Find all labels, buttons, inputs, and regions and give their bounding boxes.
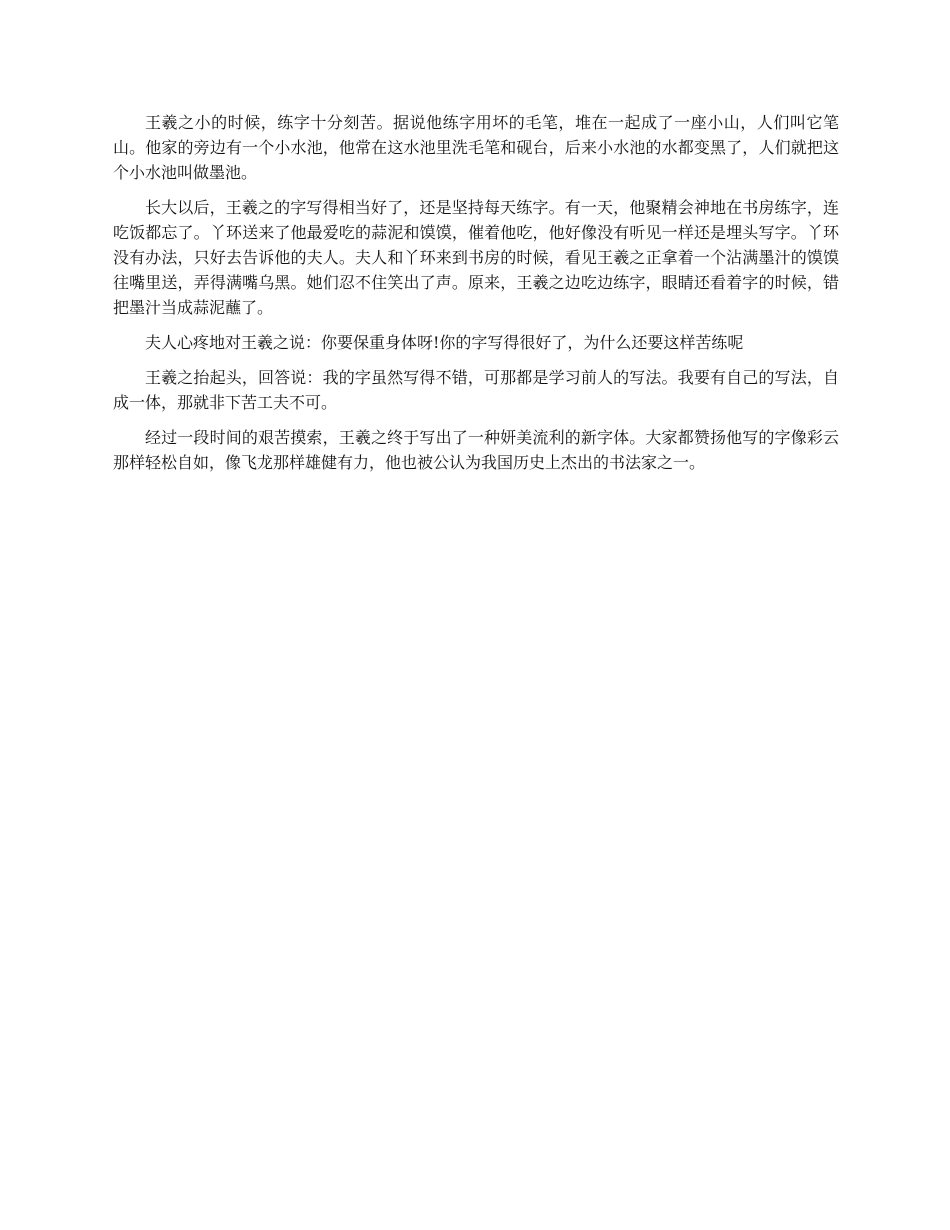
paragraph-2: 长大以后，王羲之的字写得相当好了，还是坚持每天练字。有一天，他聚精会神地在书房练字，连吃饭都忘了。丫环送来了他最爱吃的蒜泥和馍馍，催着他吃，他好像没有听见一样还是埋头写字。丫环没有办法，只好去告诉他的夫人。夫人和丫环来到书房的时候，看见王羲之正拿着一个沾满墨汁的馍馍往嘴里送，弄得满嘴乌黑。她们忍不住笑出了声。原来，王羲之边吃边练字，眼睛还看着字的时候，错把墨汁当成蒜泥蘸了。 <box>113 198 839 317</box>
paragraph-1: 王羲之小的时候，练字十分刻苦。据说他练字用坏的毛笔，堆在一起成了一座小山，人们叫它笔山。他家的旁边有一个小水池，他常在这水池里洗毛笔和砚台，后来小水池的水都变黑了，人们就把这个小水池叫做墨池。 <box>113 113 839 182</box>
document-body <box>113 110 839 485</box>
paragraph-4: 王羲之抬起头，回答说：我的字虽然写得不错，可那都是学习前人的写法。我要有自己的写法，自成一体，那就非下苦工夫不可。 <box>113 368 839 412</box>
paragraph-5: 经过一段时间的艰苦摸索，王羲之终于写出了一种妍美流利的新字体。大家都赞扬他写的字像彩云那样轻松自如，像飞龙那样雄健有力，他也被公认为我国历史上杰出的书法家之一。 <box>113 428 839 472</box>
paragraph-3: 夫人心疼地对王羲之说：你要保重身体呀!你的字写得很好了，为什么还要这样苦练呢 <box>145 333 744 352</box>
